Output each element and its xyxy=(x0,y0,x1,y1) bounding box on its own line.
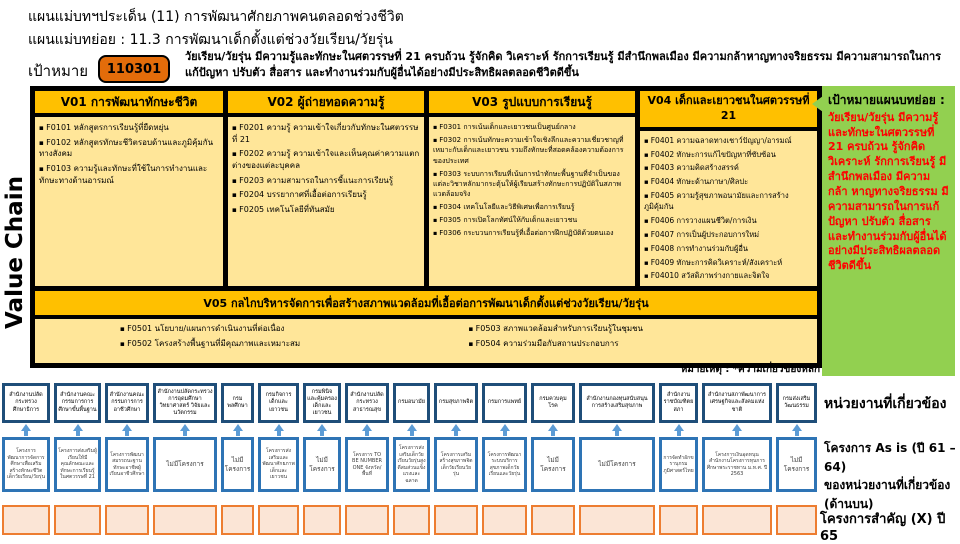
agency-box: สำนักงานคณะกรรมการการศึกษาขั้นพื้นฐาน xyxy=(54,383,101,423)
factor-item: ▪ F0503 สภาพแวดล้อมสำหรับการเรียนรู้ในชุมชน xyxy=(469,323,818,335)
up-arrow-icon xyxy=(258,424,299,436)
arrow-head xyxy=(21,424,31,431)
arrow-head xyxy=(73,424,83,431)
agency-box: สำนักงานปลัดกระทรวงศึกษาธิการ xyxy=(2,383,50,423)
vcol-1 xyxy=(35,91,223,286)
up-arrow-icon xyxy=(221,424,254,436)
arrow-head xyxy=(180,424,190,431)
vcol-3-header: V03 รูปแบบการเรียนรู้ xyxy=(429,91,635,117)
key-project-box xyxy=(303,505,341,535)
factor-item: ▪ F0103 ความรู้และทักษะที่ใช้ในการทำงานและทักษะทางด้านอารมณ์ xyxy=(39,163,219,186)
up-arrow-icon xyxy=(776,424,817,436)
key-project-box xyxy=(579,505,655,535)
factor-item: ▪ F0402 ทักษะการแก้ไขปัญหาที่ซับซ้อน xyxy=(644,150,813,161)
vcol-3 xyxy=(429,91,635,286)
arrow-head xyxy=(233,424,243,431)
arrow-shaft xyxy=(677,431,681,436)
up-arrow-icon xyxy=(303,424,341,436)
vcol-2-body xyxy=(228,117,424,286)
key-project-box xyxy=(482,505,527,535)
key-project-box xyxy=(776,505,817,535)
arrow-head xyxy=(548,424,558,431)
asis-project-box: ไม่มีโครงการ xyxy=(531,437,575,492)
up-arrow-icon xyxy=(659,424,698,436)
factor-item: ▪ F0202 ความรู้ ความเข้าใจและเห็นคุณค่าความแตกต่างของแต่ละบุคคล xyxy=(232,148,420,171)
key-project-box xyxy=(434,505,478,535)
arrow-shaft xyxy=(410,431,414,436)
key-project-box xyxy=(393,505,430,535)
agency-box: กรมส่งเสริมวัฒนธรรม xyxy=(776,383,817,423)
agency-box: กรมสุขภาพจิต xyxy=(434,383,478,423)
up-arrow-icon xyxy=(393,424,430,436)
agency-box: สำนักงานปลัดกระทรวงการอุดมศึกษา วิทยาศาสตร์ วิจัยและนวัตกรรม xyxy=(153,383,217,423)
factor-item: ▪ F0401 ความฉลาดทางเชาว์ปัญญา/อารมณ์ xyxy=(644,136,813,147)
arrow-head xyxy=(792,424,802,431)
arrow-shaft xyxy=(454,431,458,436)
asis-row-label-line2: ของหน่วยงานที่เกี่ยวข้อง (ด้านบน) xyxy=(824,478,951,511)
factor-item: ▪ F0305 การเปิดโลกทัศน์ให้กับเด็กและเยาวชน xyxy=(433,215,631,225)
up-arrow-icon xyxy=(482,424,527,436)
arrow-head xyxy=(451,424,461,431)
arrow-head xyxy=(612,424,622,431)
factor-item: ▪ F0405 ความรู้สุขภาพอนามัยและการสร้างภูมิคุ้มกัน xyxy=(644,191,813,213)
goal-label: เป้าหมาย xyxy=(28,62,89,80)
subplan-title: แผนแม่บทย่อย : 11.3 การพัฒนาเด็กตั้งแต่ช่วงวัยเรียน/วัยรุ่น xyxy=(28,32,393,48)
key-project-box xyxy=(105,505,149,535)
factor-item: ▪ F0504 ความร่วมมือกับสถานประกอบการ xyxy=(469,338,818,350)
asis-project-box: ไม่มีโครงการ xyxy=(221,437,254,492)
asis-project-box: การจัดทำอักขรานุกรมภูมิศาสตร์ไทย xyxy=(659,437,698,492)
factor-item: ▪ F0409 ทักษะการคิดวิเคราะห์/สังเคราะห์ xyxy=(644,258,813,269)
asis-project-box: โครงการเสริมสร้างสุขภาพจิตเด็กวัยเรียนวัยรุ่น xyxy=(434,437,478,492)
arrow-head xyxy=(674,424,684,431)
asis-project-box: ไม่มีโครงการ xyxy=(579,437,655,492)
key-project-box xyxy=(659,505,698,535)
arrow-shaft xyxy=(76,431,80,436)
factor-item: ▪ F0403 ความคิดสร้างสรรค์ xyxy=(644,163,813,174)
arrow-shaft xyxy=(615,431,619,436)
agency-box: สำนักงานสภาพัฒนาการเศรษฐกิจและสังคมแห่งชาติ xyxy=(702,383,772,423)
factor-item: ▪ F0303 ระบบการเรียนที่เน้นการนำทักษะพื้นฐานที่จำเป็นของแต่ละวิชาหลักมากระตุ้นให้ผู้เรียนสร้างทักษะการปฏิบัติในสภาพแวดล้อมจริง xyxy=(433,169,631,199)
arrow-shaft xyxy=(236,431,240,436)
agencies-row-label: หน่วยงานที่เกี่ยวข้อง xyxy=(824,396,947,412)
asis-project-box: ไม่มีโครงการ xyxy=(776,437,817,492)
asis-project-box: โครงการส่งเสริมผู้เรียนให้มีคุณลักษณะและทักษะการเรียนรู้ในศตวรรษที่ 21 xyxy=(54,437,101,492)
factor-item: ▪ F0406 การวางแผนชีวิต/การเงิน xyxy=(644,216,813,227)
factor-item: ▪ F0204 บรรยากาศที่เอื้อต่อการเรียนรู้ xyxy=(232,189,420,201)
arrow-shaft xyxy=(183,431,187,436)
arrow-shaft xyxy=(551,431,555,436)
vcol-1-body xyxy=(35,117,223,286)
key-projects-row xyxy=(2,505,817,535)
asis-project-box: โครงการส่งเสริมเด็กวัยเรียนวัยรุ่นสูงดีสมส่วนแข็งแรงและฉลาด xyxy=(393,437,430,492)
key-project-box xyxy=(345,505,389,535)
v05-body xyxy=(35,319,817,363)
agency-box: กรมพินิจและคุ้มครองเด็กและเยาวชน xyxy=(303,383,341,423)
vcol-4-body xyxy=(640,131,817,286)
arrow-head xyxy=(362,424,372,431)
goal-code-badge: 110301 xyxy=(98,55,170,83)
agency-box: กรมการแพทย์ xyxy=(482,383,527,423)
agency-box: สำนักงานกองทุนสนับสนุนการสร้างเสริมสุขภาพ xyxy=(579,383,655,423)
factor-item: ▪ F0101 หลักสูตรการเรียนรู้ที่ยืดหยุ่น xyxy=(39,122,219,134)
factor-item: ▪ F0408 การทำงานร่วมกับผู้อื่น xyxy=(644,244,813,255)
vcol-1-header: V01 การพัฒนาทักษะชีวิต xyxy=(35,91,223,117)
asis-project-box: โครงการส่งเสริมและพัฒนาศักยภาพเด็กและเยาวชน xyxy=(258,437,299,492)
agency-box: สำนักงานปลัดกระทรวงสาธารณสุข xyxy=(345,383,389,423)
key-project-box xyxy=(258,505,299,535)
factor-item: ▪ F0301 การเน้นเด็กและเยาวชนเป็นศูนย์กลาง xyxy=(433,122,631,132)
key-project-box xyxy=(531,505,575,535)
asis-project-box: โครงการพัฒนาสมรรถนะฐานทักษะอาชีพผู้เรียนอาชีวศึกษา xyxy=(105,437,149,492)
vcol-3-body xyxy=(429,117,635,286)
up-arrow-icon xyxy=(531,424,575,436)
asis-project-box: โครงการเงินอุดหนุนสำนักงานโครงการทุนการศึกษาพระราชทาน ม.ท.ศ. ปี 2563 xyxy=(702,437,772,492)
factor-item: ▪ F0306 กระบวนการเรียนรู้ที่เอื้อต่อการฝึกปฏิบัติด้วยตนเอง xyxy=(433,228,631,238)
factor-item: ▪ F0302 การเน้นทักษะความเข้าใจเชิงลึกและความเชี่ยวชาญที่เหมาะกับเด็กและเยาวชน รวมถึงทักษะที่สอดคล้องความต้องการของประเทศ xyxy=(433,135,631,165)
arrow-head xyxy=(407,424,417,431)
factor-item: ▪ F0501 นโยบาย/แผนการดำเนินงานที่ต่อเนื่อง xyxy=(120,323,469,335)
up-arrow-icon xyxy=(153,424,217,436)
value-chain-axis-label: Value Chain xyxy=(2,176,28,329)
key-project-box xyxy=(702,505,772,535)
agency-box: สำนักงานคณะกรรมการการอาชีวศึกษา xyxy=(105,383,149,423)
footnote: หมายเหตุ : *ความเกี่ยวข้องหลัก xyxy=(680,364,820,375)
asis-project-box: ไม่มีโครงการ xyxy=(303,437,341,492)
factor-item: ▪ F0102 หลักสูตรทักษะชีวิตรอบด้านและภูมิคุ้มกันทางสังคม xyxy=(39,137,219,160)
subplan-goal-text: วัยเรียน/วัยรุ่น มีความรู้ และทักษะในศตวรรษที่ 21 ครบถ้วน รู้จักคิด วิเคราะห์ รักการเรียนรู้ มีสำนึกพลเมือง มีความกล้า หาญทางจริยธรรม มีความสามารถในการแก้ปัญหา ปรับตัว สื่อสาร และทำงานร่วมกับผู้อื่นได้อย่างมีประสิทธิผลตลอดชีวิตดีขึ้น xyxy=(828,110,949,273)
subplan-goal-heading: เป้าหมายแผนบทย่อย : xyxy=(828,93,945,107)
arrow-head xyxy=(732,424,742,431)
arrow-shaft xyxy=(24,431,28,436)
arrow-head xyxy=(317,424,327,431)
factor-item: ▪ F0404 ทักษะด้านภาษา/ศิลปะ xyxy=(644,177,813,188)
up-arrow-icon xyxy=(105,424,149,436)
value-chain-columns xyxy=(35,91,817,286)
agency-box: กรมควบคุมโรค xyxy=(531,383,575,423)
key-project-box xyxy=(221,505,254,535)
factor-item: ▪ F04010 สวัสดิภาพร่างกายและจิตใจ xyxy=(644,271,813,282)
key-projects-row-label: โครงการสำคัญ (X) ปี 65 xyxy=(820,512,946,544)
arrow-shaft xyxy=(365,431,369,436)
arrows-row xyxy=(2,424,817,436)
vcol-2 xyxy=(228,91,424,286)
goal-text: วัยเรียน/วัยรุ่น มีความรู้และทักษะในศตวรรษที่ 21 ครบถ้วน รู้จักคิด วิเคราะห์ รักการเรียนรู้ มีสำนึกพลเมือง มีความกล้าหาญทางจริยธรรม มีความสามารถในการแก้ปัญหา ปรับตัว สื่อสาร และทำงานร่วมกับผู้อื่นได้อย่างมีประสิทธิผลตลอดชีวิตดีขึ้น xyxy=(185,50,942,79)
key-project-box xyxy=(153,505,217,535)
v05-items-left xyxy=(35,323,469,359)
up-arrow-icon xyxy=(579,424,655,436)
agency-box: กรมพลศึกษา xyxy=(221,383,254,423)
key-project-box xyxy=(54,505,101,535)
up-arrow-icon xyxy=(702,424,772,436)
asis-project-box: ไม่มีโครงการ xyxy=(153,437,217,492)
arrow-shaft xyxy=(503,431,507,436)
arrow-shaft xyxy=(277,431,281,436)
arrow-shaft xyxy=(735,431,739,436)
arrow-head xyxy=(500,424,510,431)
arrow-shaft xyxy=(320,431,324,436)
factor-item: ▪ F0205 เทคโนโลยีที่ทันสมัย xyxy=(232,204,420,216)
up-arrow-icon xyxy=(345,424,389,436)
value-chain-box xyxy=(30,86,822,368)
arrow-head xyxy=(274,424,284,431)
asis-row-label-line1: โครงการ As is (ปี 61 – 64) xyxy=(824,441,956,474)
asis-projects-row xyxy=(2,437,817,492)
factor-item: ▪ F0304 เทคโนโลยีและวิธีพิเศษเพื่อการเรียนรู้ xyxy=(433,202,631,212)
plan-title: แผนแม่บทฯประเด็น (11) การพัฒนาศักยภาพคนตลอดช่วงชีวิต xyxy=(28,9,404,25)
up-arrow-icon xyxy=(54,424,101,436)
agency-box: สำนักงานราชบัณฑิตยสภา xyxy=(659,383,698,423)
factor-item: ▪ F0407 การเป็นผู้ประกอบการใหม่ xyxy=(644,230,813,241)
factor-item: ▪ F0201 ความรู้ ความเข้าใจเกี่ยวกับทักษะในศตวรรษที่ 21 xyxy=(232,122,420,145)
agencies-row xyxy=(2,383,817,423)
up-arrow-icon xyxy=(434,424,478,436)
agency-box: กรมอนามัย xyxy=(393,383,430,423)
agency-box: กรมกิจการเด็กและเยาวชน xyxy=(258,383,299,423)
factor-item: ▪ F0502 โครงสร้างพื้นฐานที่มีคุณภาพและเหมาะสม xyxy=(120,338,469,350)
v05-box xyxy=(35,291,817,363)
vcol-4 xyxy=(640,91,817,286)
asis-project-box: โครงการพัฒนาการจัดการศึกษาเพื่อเสริมสร้างทักษะชีวิตเด็กวัยเรียน/วัยรุ่น xyxy=(2,437,50,492)
arrow-shaft xyxy=(795,431,799,436)
v05-items-right xyxy=(469,323,818,359)
asis-project-box: โครงการพัฒนาระบบบริการสุขภาพเด็กวัยเรียนและวัยรุ่น xyxy=(482,437,527,492)
up-arrow-icon xyxy=(2,424,50,436)
vcol-4-header: V04 เด็กและเยาวชนในศตวรรษที่ 21 xyxy=(640,91,817,131)
vcol-2-header: V02 ผู้ถ่ายทอดความรู้ xyxy=(228,91,424,117)
arrow-head xyxy=(122,424,132,431)
asis-row-label xyxy=(824,439,960,513)
subplan-goal-callout xyxy=(822,86,955,376)
key-project-box xyxy=(2,505,50,535)
v05-header: V05 กลไกบริหารจัดการเพื่อสร้างสภาพแวดล้อมที่เอื้อต่อการพัฒนาเด็กตั้งแต่ช่วงวัยเรียน/วัยรุ่น xyxy=(35,291,817,319)
arrow-shaft xyxy=(125,431,129,436)
factor-item: ▪ F0203 ความสามารถในการชี้แนะการเรียนรู้ xyxy=(232,175,420,187)
asis-project-box: โครงการ TO BE NUMBER ONE จังหวัด/พื้นที่ xyxy=(345,437,389,492)
